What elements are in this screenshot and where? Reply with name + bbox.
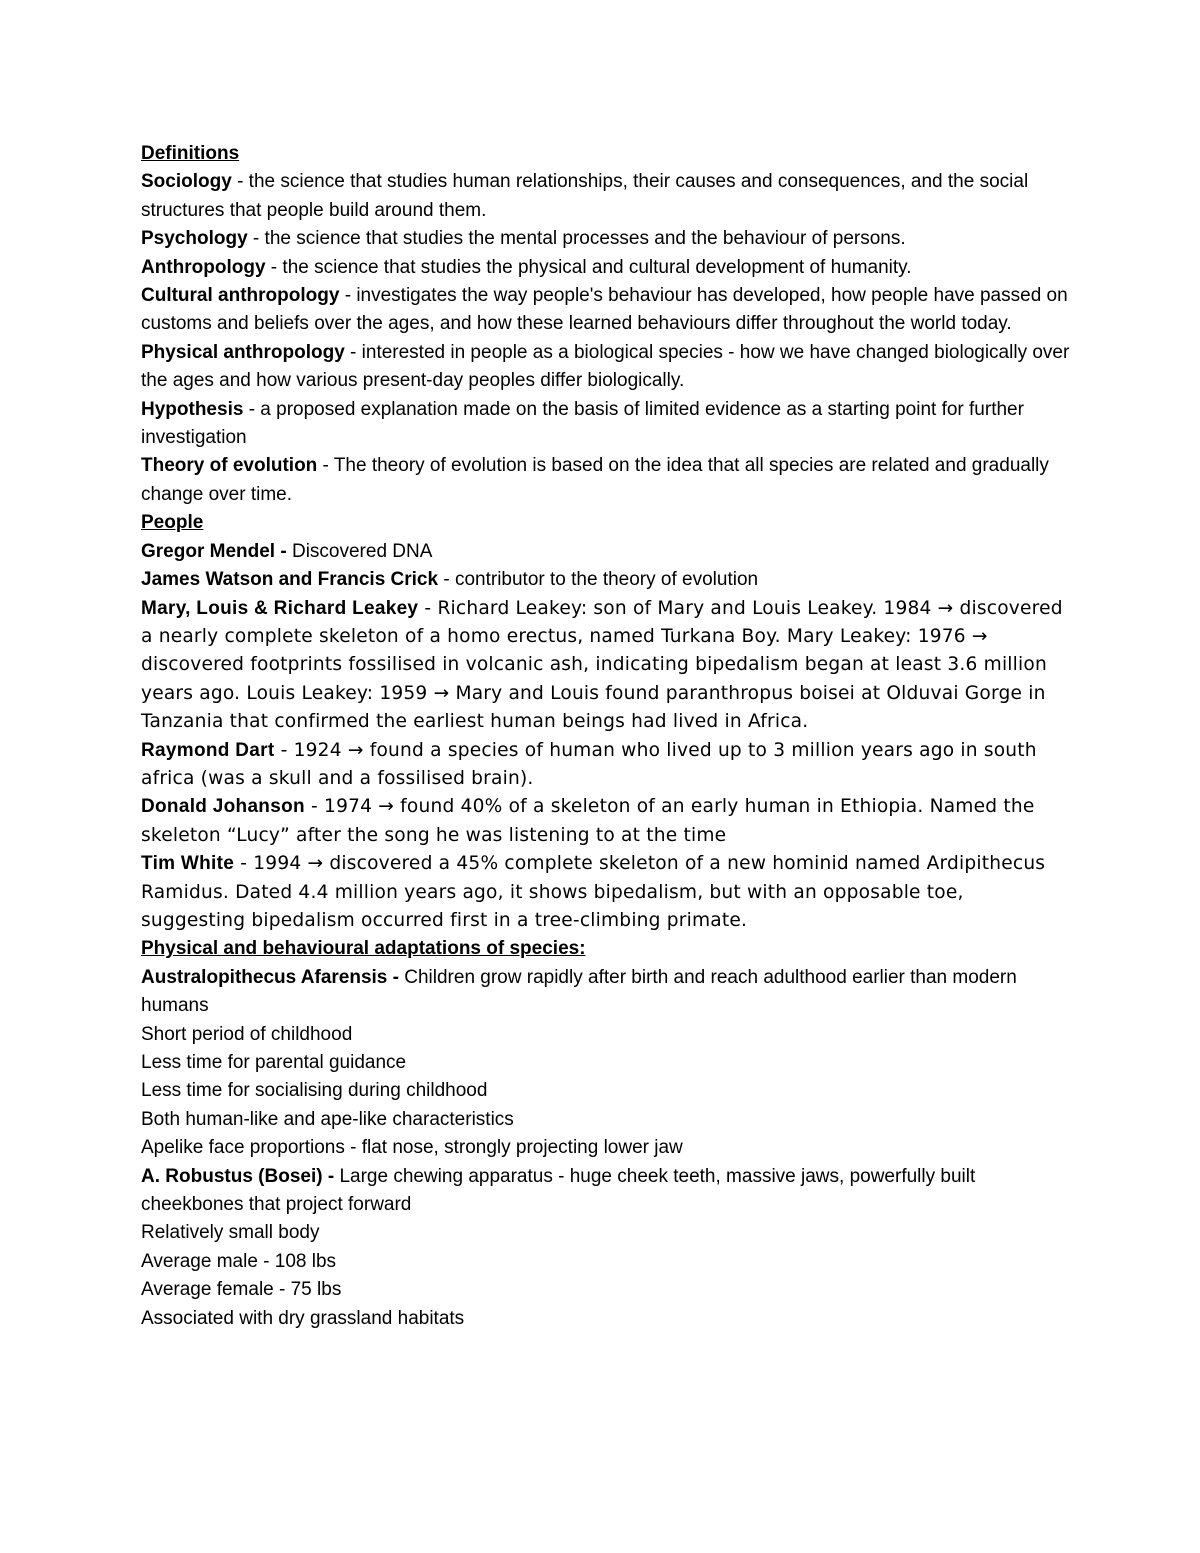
definition-sociology: [141, 168, 1071, 225]
definitions-heading: Definitions: [141, 143, 240, 164]
afarensis-line: Less time for socialising during childhood: [141, 1080, 488, 1102]
definition-term: Anthropology: [141, 256, 266, 278]
person-raymond-dart: [141, 737, 1071, 794]
afarensis-line: Less time for parental guidance: [141, 1052, 407, 1073]
people-heading: People: [141, 512, 204, 534]
afarensis-line: Apelike face proportions - flat nose, strongly projecting lower jaw: [141, 1137, 683, 1159]
definition-psychology: [141, 225, 1071, 253]
person-name: Gregor Mendel -: [141, 540, 292, 562]
definition-text: - the science that studies the physical and cultural development of humanity.: [265, 256, 912, 278]
definition-cultural-anthropology: [141, 282, 1071, 339]
person-watson-crick: [141, 566, 1071, 594]
robustus-line: Relatively small body: [141, 1222, 320, 1244]
afarensis-line: Short period of childhood: [141, 1023, 353, 1045]
definition-term: Sociology: [141, 171, 232, 193]
definition-text: - the science that studies the mental processes and the behaviour of persons.: [247, 228, 906, 250]
definition-text: - a proposed explanation made on the basis of limited evidence as a starting point for further investigation: [141, 398, 1024, 449]
definition-theory-of-evolution: [141, 452, 1071, 509]
person-text: - 1924 → found a species of human who lived up to 3 million years ago in south africa (was a skull and a fossilised brain).: [141, 739, 1037, 789]
person-text: - contributor to the theory of evolution: [438, 569, 759, 591]
definition-text: - investigates the way people's behaviour has developed, how people have passed on customs and beliefs over the ages, and how these learned behaviours differ throughout the world today.: [141, 285, 1068, 335]
person-name: Raymond Dart: [141, 739, 275, 761]
robustus-line: Average female - 75 lbs: [141, 1279, 342, 1301]
person-donald-johanson: [141, 793, 1071, 850]
definition-term: Theory of evolution: [141, 455, 318, 477]
person-name: Tim White: [141, 853, 235, 875]
definition-term: Hypothesis: [141, 398, 244, 420]
definition-term: Psychology: [141, 228, 248, 250]
species-robustus: [141, 1163, 1071, 1220]
person-tim-white: [141, 850, 1071, 935]
person-name: Donald Johanson: [141, 796, 305, 818]
person-text: - 1974 → found 40% of a skeleton of an early human in Ethiopia. Named the skeleton “Lucy” after the song he was listening to at the time: [141, 796, 1035, 846]
species-name: Australopithecus Afarensis -: [141, 966, 405, 988]
definition-term: Physical anthropology: [141, 341, 345, 363]
species-text: Large chewing apparatus - huge cheek teeth, massive jaws, powerfully built cheekbones that project forward: [141, 1165, 976, 1216]
person-text: - 1994 → discovered a 45% complete skeleton of a new hominid named Ardipithecus Ramidus. Dated 4.4 million years ago, it shows bipedalism, but with an opposable toe, suggesting bipedalism occurred first in a tree-climbing primate.: [141, 853, 1046, 931]
definition-text: - the science that studies human relationships, their causes and consequences, and the social structures that people build around them.: [141, 171, 1029, 221]
definition-term: Cultural anthropology: [141, 285, 340, 307]
person-text: Discovered DNA: [291, 540, 433, 562]
definition-text: - interested in people as a biological species - how we have changed biologically over the ages and how various present-day peoples differ biologically.: [141, 341, 1070, 392]
person-text: - Richard Leakey: son of Mary and Louis Leakey. 1984 → discovered a nearly complete skeleton of a homo erectus, named Turkana Boy. Mary Leakey: 1976 → discovered footprints fossilised in volcanic ash, indicating bipedalism began at least 3.6 million years ago. Louis Leakey: 1959 → Mary and Louis found paranthropus boisei at Olduvai Gorge in Tanzania that confirmed the earliest human beings had lived in Africa.: [141, 597, 1063, 733]
definition-text: - The theory of evolution is based on the idea that all species are related and gradually change over time.: [141, 455, 1049, 505]
robustus-line: Average male - 108 lbs: [141, 1250, 337, 1272]
definition-physical-anthropology: [141, 339, 1071, 396]
afarensis-line: Both human-like and ape-like characteristics: [141, 1108, 514, 1130]
robustus-line: Associated with dry grassland habitats: [141, 1307, 465, 1329]
person-leakey: [141, 595, 1071, 737]
species-name: A. Robustus (Bosei) -: [141, 1165, 340, 1187]
species-text: Children grow rapidly after birth and reach adulthood earlier than modern humans: [141, 966, 1017, 1017]
adaptations-heading: Physical and behavioural adaptations of species:: [141, 938, 586, 960]
person-name: James Watson and Francis Crick: [141, 569, 439, 591]
definition-anthropology: [141, 254, 1071, 282]
person-gregor-mendel: [141, 538, 1071, 566]
definition-hypothesis: [141, 396, 1071, 453]
species-afarensis: [141, 964, 1071, 1021]
person-name: Mary, Louis & Richard Leakey: [141, 597, 419, 619]
document-body: [141, 140, 1071, 1333]
